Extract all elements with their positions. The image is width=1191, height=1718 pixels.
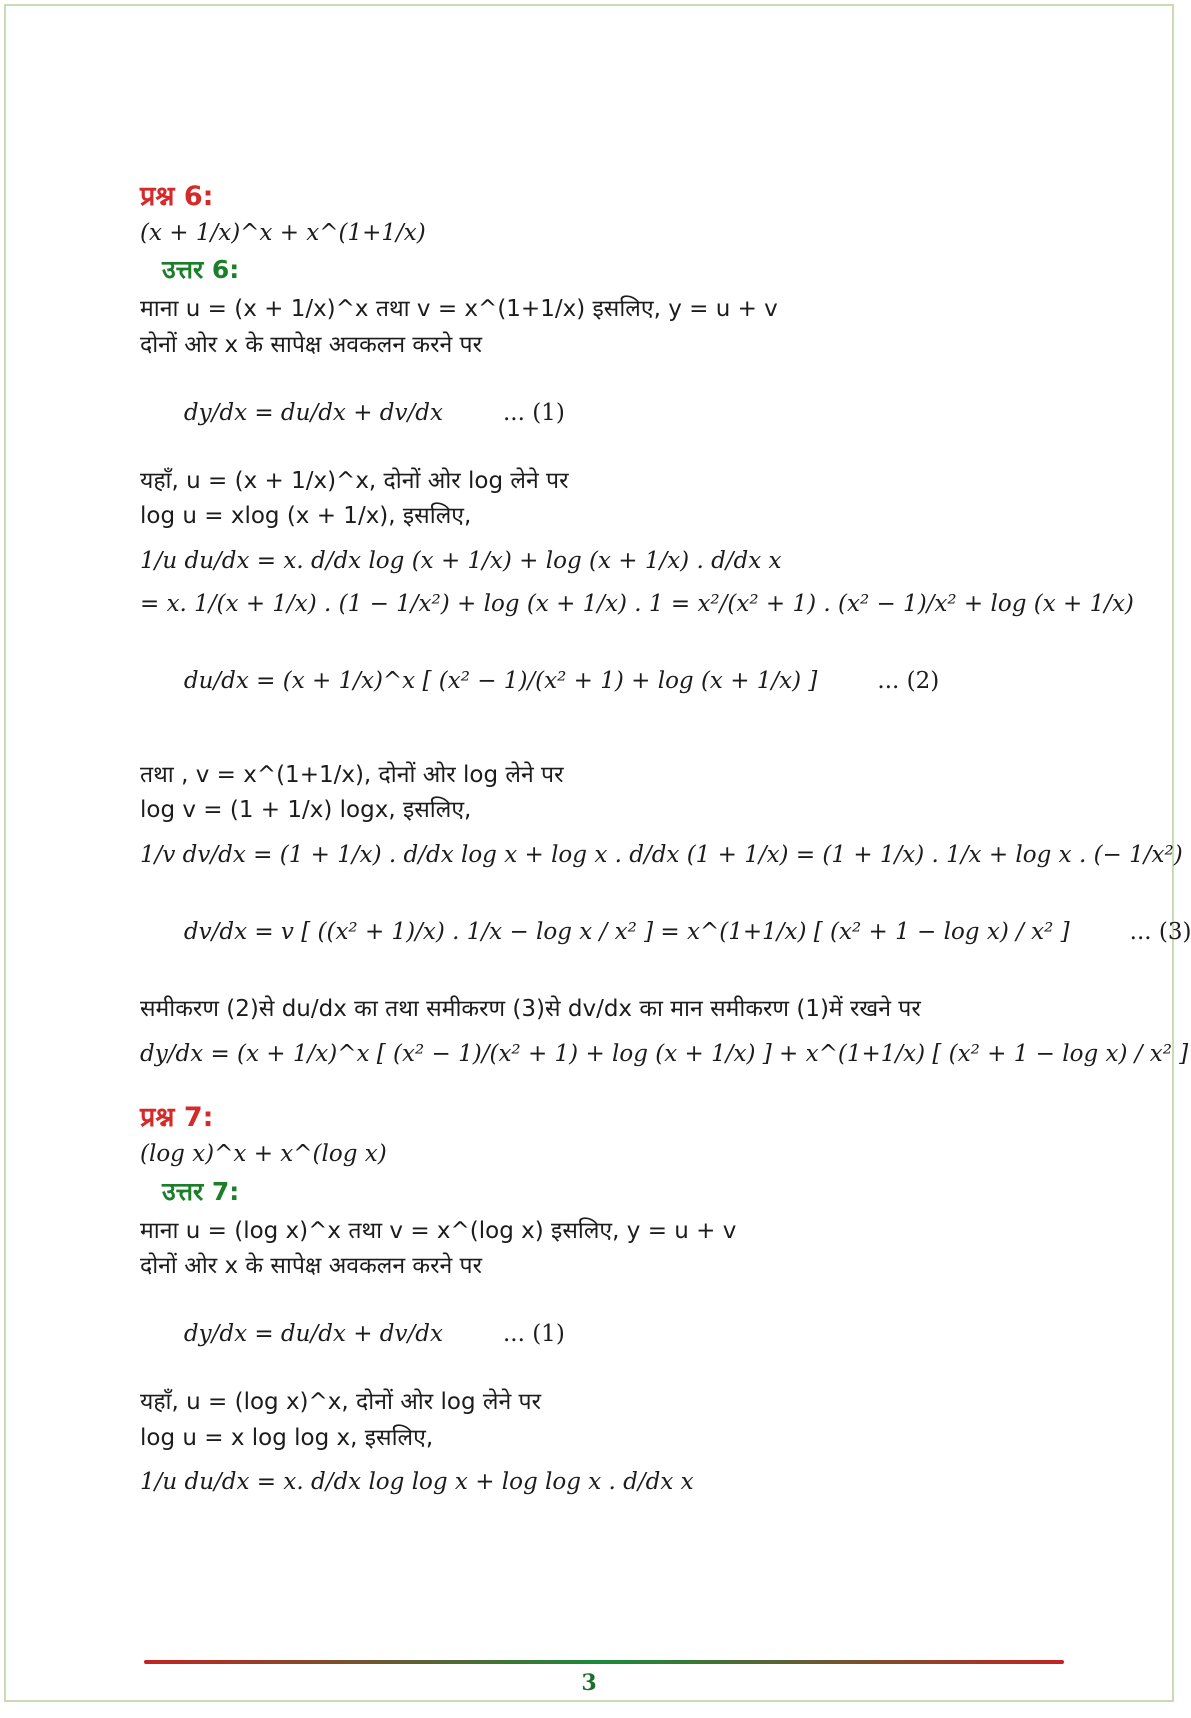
page-content — [140, 176, 1191, 1510]
answer-7-line-4: यहाँ, u = (log x)^x, दोनों ओर log लेने पर — [140, 1388, 542, 1415]
answer-6-line-1: माना u = (x + 1/x)^x तथा v = x^(1+1/x) इसलिए, y = u + v — [140, 296, 778, 323]
document-page — [4, 4, 1191, 1702]
answer-7-heading: उत्तर 7: — [162, 1176, 240, 1206]
answer-6-line-logv: log v = (1 + 1/x) logx, इसलिए, — [140, 797, 472, 824]
answer-6-derivative-v: 1/v dv/dx = (1 + 1/x) . d/dx log x + log x . d/dx (1 + 1/x) = (1 + 1/x) . 1/x + log x . (− 1/x²) — [140, 841, 1183, 868]
equation-number-1: ... (1) — [502, 399, 565, 426]
answer-6-eq-3-text: dv/dx = v [ ((x² + 1)/x) . 1/x − log x / x² ] = x^(1+1/x) [ (x² + 1 − log x) / x² ] — [183, 918, 1070, 945]
answer-6-derivative-u: 1/u du/dx = x. d/dx log (x + 1/x) + log (x + 1/x) . d/dx x — [140, 547, 782, 574]
page-number: 3 — [581, 1670, 597, 1696]
answer-7-derivative-u: 1/u du/dx = x. d/dx log log x + log log x . d/dx x — [140, 1469, 694, 1496]
question-7-heading: प्रश्न 7: — [140, 1102, 214, 1134]
answer-7-line-2: दोनों ओर x के सापेक्ष अवकलन करने पर — [140, 1253, 483, 1280]
answer-6-eq-1 — [140, 364, 1120, 464]
answer-6-eq-2 — [140, 632, 1120, 732]
answer-6-final-result: dy/dx = (x + 1/x)^x [ (x² − 1)/(x² + 1) + log (x + 1/x) ] + x^(1+1/x) [ (x² + 1 − log x) / x² ] — [140, 1040, 1189, 1067]
answer-6-eq-2-text: du/dx = (x + 1/x)^x [ (x² − 1)/(x² + 1) + log (x + 1/x) ] — [183, 667, 818, 694]
answer-6-line-v: तथा , v = x^(1+1/x), दोनों ओर log लेने पर — [140, 761, 564, 788]
answer-6-eq-3 — [140, 882, 1191, 982]
footer-divider — [144, 1660, 1064, 1664]
answer-6-line-2: दोनों ओर x के सापेक्ष अवकलन करने पर — [140, 331, 483, 358]
question-7-expression: (log x)^x + x^(log x) — [140, 1141, 387, 1168]
answer-6-eq-1-text: dy/dx = du/dx + dv/dx — [183, 399, 443, 426]
question-6-heading: प्रश्न 6: — [140, 181, 214, 212]
answer-6-simplification: = x. 1/(x + 1/x) . (1 − 1/x²) + log (x + 1/x) . 1 = x²/(x² + 1) . (x² − 1)/x² + log (x + 1/x) — [140, 591, 1134, 618]
answer-7-line-1: माना u = (log x)^x तथा v = x^(log x) इसलिए, y = u + v — [140, 1217, 737, 1244]
equation-number-2: ... (2) — [877, 667, 940, 694]
answer-6-line-4: यहाँ, u = (x + 1/x)^x, दोनों ओर log लेने पर — [140, 467, 569, 494]
answer-6-substitution-text: समीकरण (2)से du/dx का तथा समीकरण (3)से dv/dx का मान समीकरण (1)में रखने पर — [140, 996, 921, 1023]
equation-number-3: ... (3) — [1129, 918, 1191, 945]
equation-number-1-q7: ... (1) — [502, 1321, 565, 1348]
answer-7-eq-1-text: dy/dx = du/dx + dv/dx — [183, 1321, 443, 1348]
answer-6-heading: उत्तर 6: — [162, 255, 240, 285]
question-6-expression: (x + 1/x)^x + x^(1+1/x) — [140, 220, 426, 246]
answer-6-line-5: log u = xlog (x + 1/x), इसलिए, — [140, 503, 472, 530]
answer-7-line-5: log u = x log log x, इसलिए, — [140, 1424, 434, 1451]
answer-7-eq-1 — [140, 1285, 1120, 1385]
